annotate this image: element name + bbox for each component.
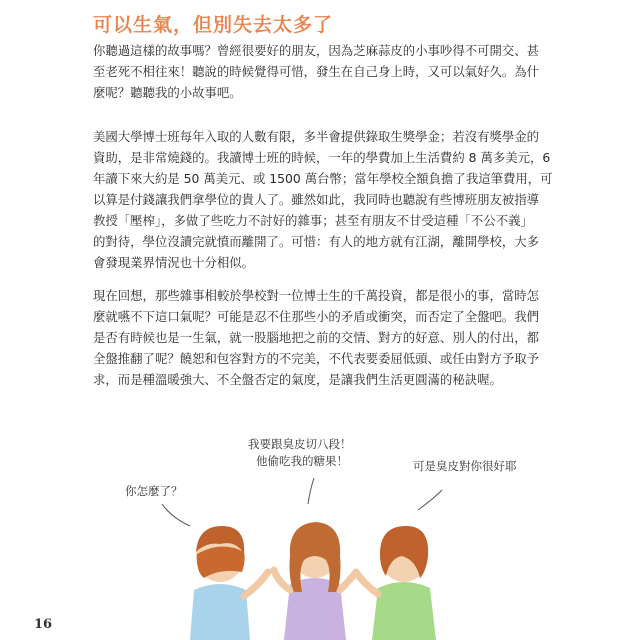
section-heading: 可以生氣，但別失去太多了 — [93, 14, 334, 36]
middle-child-figure — [274, 522, 356, 640]
paragraph-line: 教授「壓榨」，多做了些吃力不討好的雜事；甚至有朋友不甘受這種「不公不義」 — [93, 213, 533, 228]
paragraph-line: 年讀下來大約是 50 萬美元、或 1500 萬台幣；當年學校全額負擔了我這筆費用，可 — [93, 171, 553, 186]
paragraph-line: 以算是付錢讓我們拿學位的貴人了。雖然如此，我同時也聽說有些博班朋友被指導 — [93, 192, 540, 207]
paragraph-3 — [93, 285, 563, 390]
paragraph-2 — [93, 126, 563, 273]
left-child-speech: 你怎麼了？ — [125, 484, 183, 498]
paragraph-line: 會發現業界情況也十分相似。 — [93, 255, 255, 270]
children-illustration — [150, 460, 480, 640]
paragraph-line: 麼就嚥不下這口氣呢？可能是忍不住那些小的矛盾或衝突，而否定了全盤吧。我們 — [93, 309, 540, 324]
paragraph-line: 你聽過這樣的故事嗎？曾經很要好的朋友，因為芝麻蒜皮的小事吵得不可開交、甚 — [93, 43, 540, 58]
paragraph-line: 全盤推翻了呢？饒恕和包容對方的不完美，不代表要委屈低頭、或任由對方予取予 — [93, 351, 540, 366]
paragraph-line: 的對待，學位沒讀完就憤而離開了。可惜：有人的地方就有江湖，離開學校，大多 — [93, 234, 540, 249]
speech-line-left — [162, 504, 190, 526]
left-child-figure — [190, 526, 268, 640]
paragraph-line: 至老死不相往來！聽說的時候覺得可惜，發生在自己身上時，又可以氣好久。為什 — [93, 64, 540, 79]
paragraph-line: 麼呢？聽聽我的小故事吧。 — [93, 85, 242, 100]
paragraph-1 — [93, 40, 563, 103]
right-child-speech: 可是臭皮對你很好耶 — [413, 459, 517, 473]
speech-line: 我要跟臭皮切八段！ — [248, 437, 352, 451]
paragraph-line: 求，而是種溫暖強大、不全盤否定的氣度，是讓我們生活更圓滿的秘訣喔。 — [93, 372, 502, 387]
right-child-figure — [356, 526, 436, 640]
page-number: 16 — [34, 617, 53, 632]
speech-line-middle — [308, 478, 314, 504]
paragraph-line: 資助，是非常燒錢的。我讀博士班的時候，一年的學費加上生活費約 8 萬多美元，6 — [93, 150, 551, 165]
speech-line-right — [418, 490, 442, 510]
paragraph-line: 是否有時候也是一生氣，就一股腦地把之前的交情、對方的好意、別人的付出，都 — [93, 330, 540, 345]
speech-line: 他偷吃我的糖果！ — [256, 454, 348, 468]
paragraph-line: 現在回想，那些雜事相較於學校對一位博士生的千萬投資，都是很小的事，當時怎 — [93, 288, 540, 303]
paragraph-line: 美國大學博士班每年入取的人數有限，多半會提供錄取生獎學金；若沒有獎學金的 — [93, 129, 540, 144]
